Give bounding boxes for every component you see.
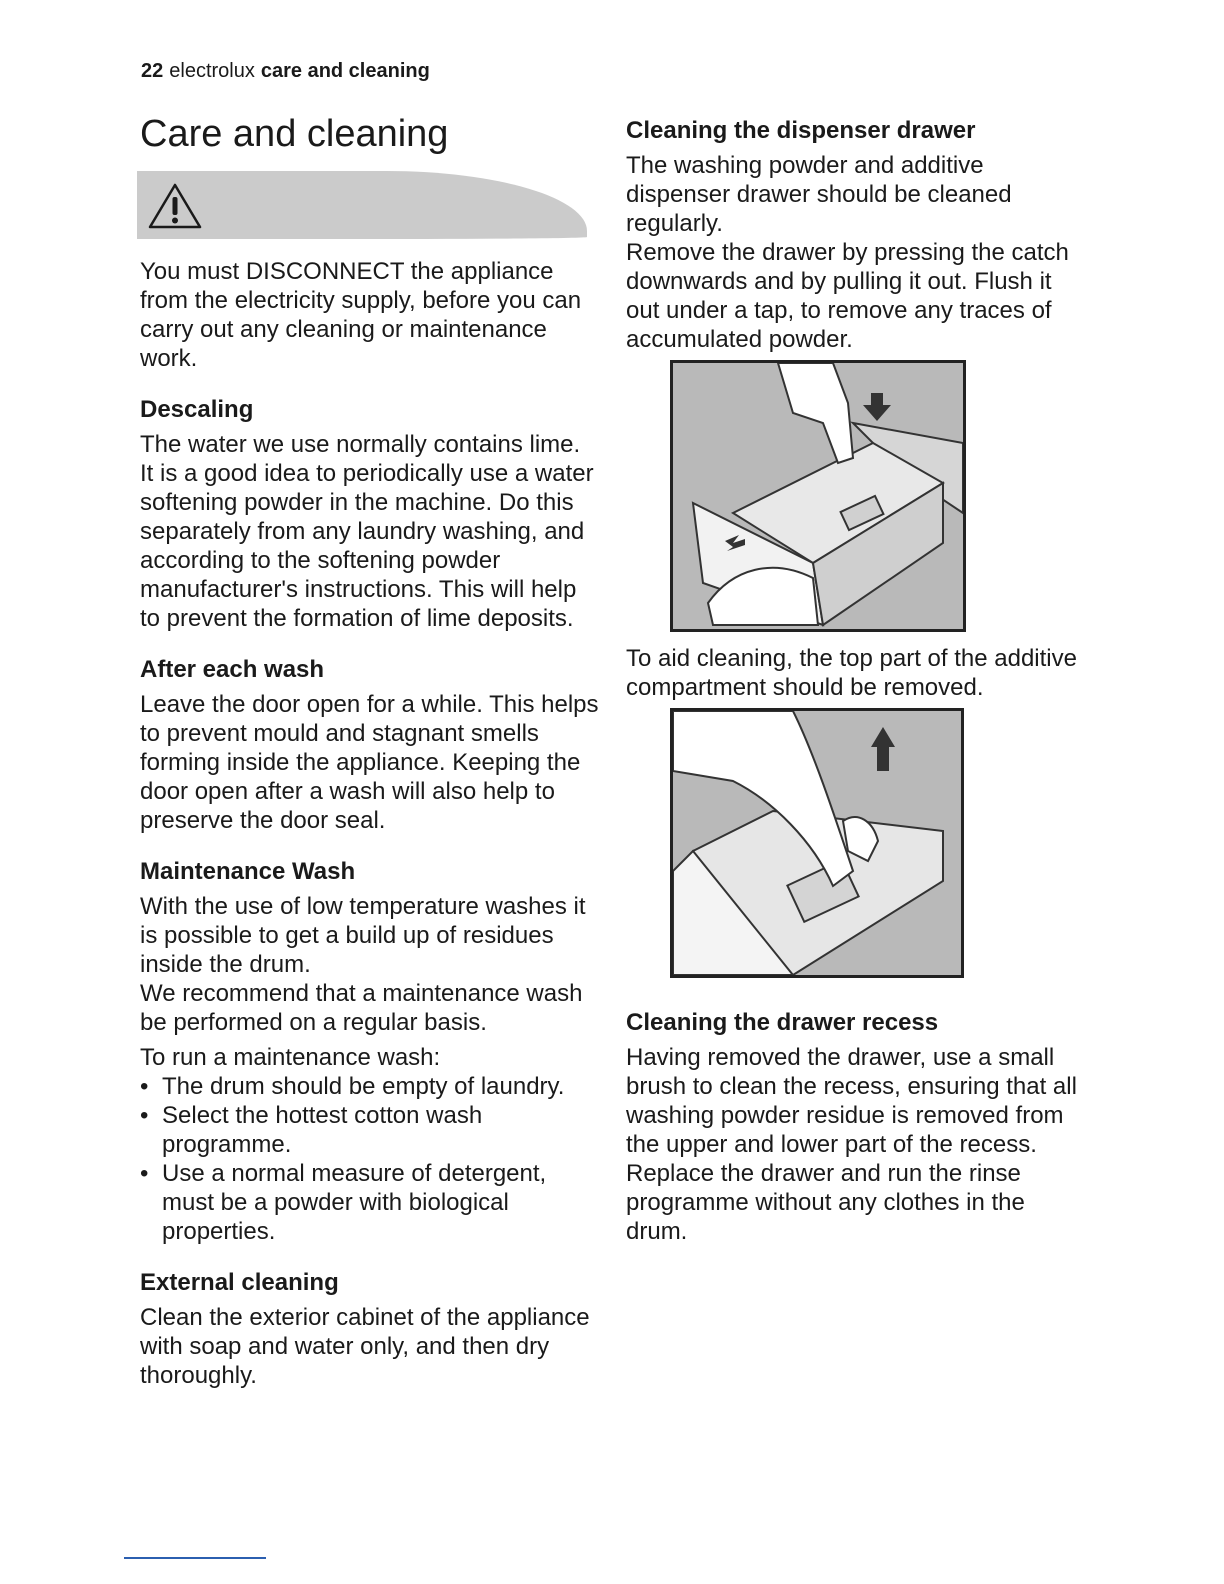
warning-text: You must DISCONNECT the appliance from the electricity supply, before you can carry out any cleaning or maintenance work.	[140, 257, 582, 372]
warning-triangle-icon	[147, 181, 203, 231]
drawer-removal-illustration	[670, 360, 966, 632]
footer-rule	[124, 1557, 266, 1559]
right-column	[626, 116, 1086, 1246]
list-item: • Use a normal measure of detergent, must be a powder with biological properties.	[140, 1159, 600, 1246]
page-header	[141, 60, 430, 83]
dispenser-text-1: The washing powder and additive dispenser drawer should be cleaned regularly.	[626, 152, 1012, 237]
page-title: Care and cleaning	[140, 113, 449, 155]
section-name: care and cleaning	[260, 60, 430, 82]
dispenser-heading: Cleaning the dispenser drawer	[626, 117, 976, 144]
maintenance-steps	[140, 1072, 600, 1246]
list-item: • Select the hottest cotton wash programme.	[140, 1101, 600, 1159]
descaling-heading: Descaling	[140, 395, 254, 423]
maintenance-heading: Maintenance Wash	[140, 857, 356, 885]
maintenance-intro: To run a maintenance wash:	[140, 1043, 441, 1071]
after-wash-heading: After each wash	[140, 655, 325, 683]
external-text: Clean the exterior cabinet of the appliance with soap and water only, and then dry thoroughly.	[140, 1303, 590, 1389]
page-number: 22	[141, 60, 164, 82]
recess-heading: Cleaning the drawer recess	[626, 1009, 939, 1036]
recess-text-2: Replace the drawer and run the rinse programme without any clothes in the drum.	[626, 1160, 1025, 1245]
external-heading: External cleaning	[140, 1268, 339, 1296]
brand-name: electrolux	[169, 60, 255, 82]
warning-bar	[137, 171, 587, 239]
after-wash-text: Leave the door open for a while. This helps to prevent mould and stagnant smells forming inside the appliance. Keeping the door open after a wash will also help to preserve the door seal.	[140, 690, 599, 834]
list-item: • The drum should be empty of laundry.	[140, 1072, 600, 1101]
maintenance-text-1: With the use of low temperature washes it is possible to get a build up of residues inside the drum.	[140, 892, 586, 978]
dispenser-text-2: Remove the drawer by pressing the catch downwards and by pulling it out. Flush it out under a tap, to remove any traces of accumulated powder.	[626, 239, 1069, 353]
descaling-text: The water we use normally contains lime. It is a good idea to periodically use a water softening powder in the machine. Do this separately from any laundry washing, and according to the softening powder manufacturer's instructions. This will help to prevent the formation of lime deposits.	[140, 430, 594, 632]
compartment-removal-illustration	[670, 708, 964, 978]
maintenance-text-2: We recommend that a maintenance wash be performed on a regular basis.	[140, 979, 583, 1036]
dispenser-text-3: To aid cleaning, the top part of the additive compartment should be removed.	[626, 645, 1077, 701]
recess-text-1: Having removed the drawer, use a small brush to clean the recess, ensuring that all washing powder residue is removed from the upper and lower part of the recess.	[626, 1044, 1077, 1158]
left-column	[140, 112, 600, 1390]
